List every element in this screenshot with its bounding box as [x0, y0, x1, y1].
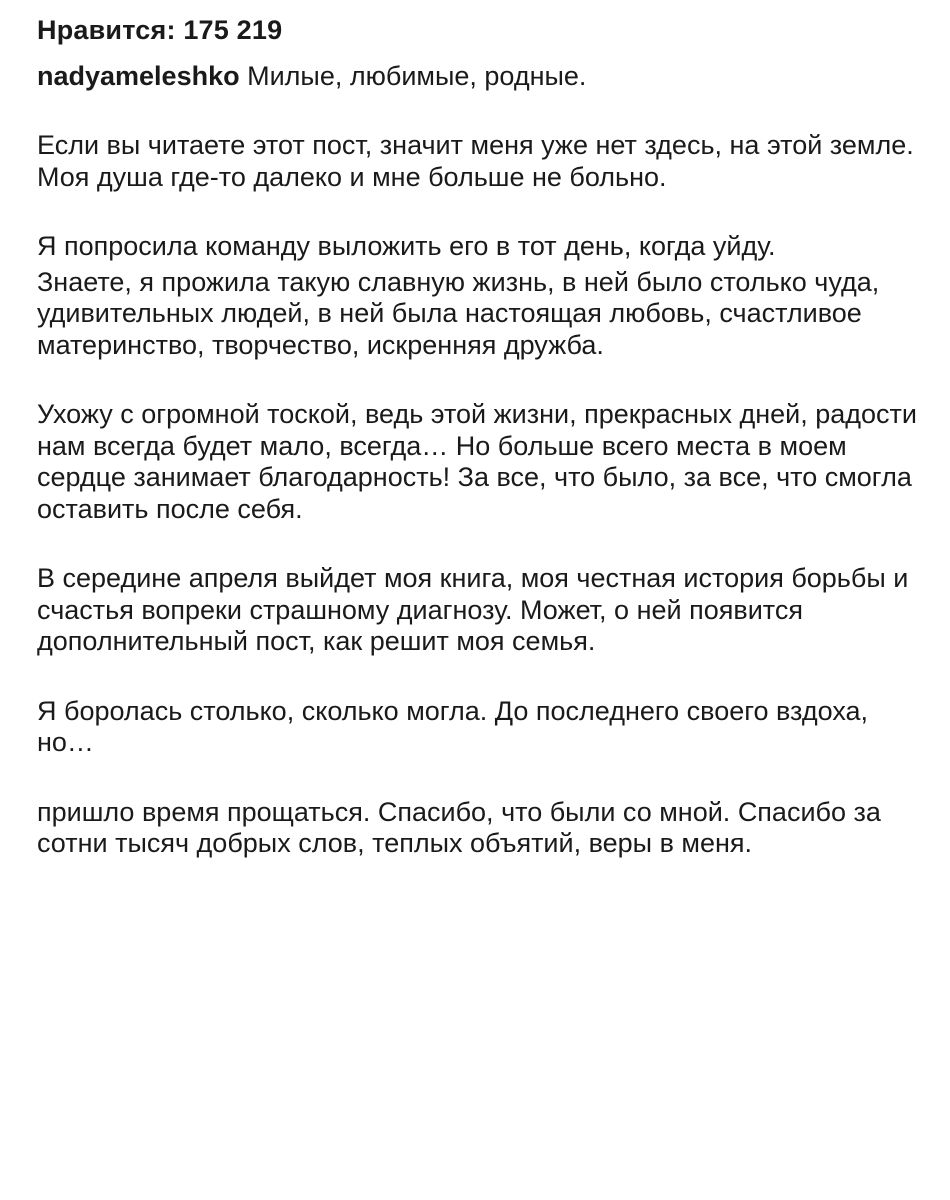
caption-paragraph-1: Если вы читаете этот пост, значит меня уже нет здесь, на этой земле. Моя душа где-то далеко и мне больше не больно. [37, 130, 914, 192]
caption-paragraph-5: В середине апреля выйдет моя книга, моя честная история борьбы и счастья вопреки страшному диагнозу. Может, о ней появится дополнительный пост, как решит моя семья. [37, 563, 909, 656]
likes-count[interactable]: Нравится: 175 219 [37, 15, 283, 45]
username-link[interactable]: nadyameleshko [37, 61, 240, 91]
caption-paragraph-7: пришло время прощаться. Спасибо, что были со мной. Спасибо за сотни тысяч добрых слов, теплых объятий, веры в меня. [37, 796, 881, 858]
caption-first-line: Милые, любимые, родные. [247, 61, 587, 91]
caption-paragraph-2: Я попросила команду выложить его в тот день, когда уйду. [37, 231, 776, 261]
caption-header [37, 60, 922, 92]
post-caption [37, 10, 922, 860]
caption-paragraph-4: Ухожу с огромной тоской, ведь этой жизни, прекрасных дней, радости нам всегда будет мало, всегда… Но больше всего места в моем сердце занимает благодарность! За все, что было, за все, что смогла оставить после себя. [37, 399, 917, 524]
caption-paragraph-6: Я боролась столько, сколько могла. До последнего своего вздоха, но… [37, 695, 869, 757]
caption-paragraph-3: Знаете, я прожила такую славную жизнь, в ней было столько чуда, удивительных людей, в ней была настоящая любовь, счастливое материнство, творчество, искренняя дружба. [37, 266, 880, 360]
